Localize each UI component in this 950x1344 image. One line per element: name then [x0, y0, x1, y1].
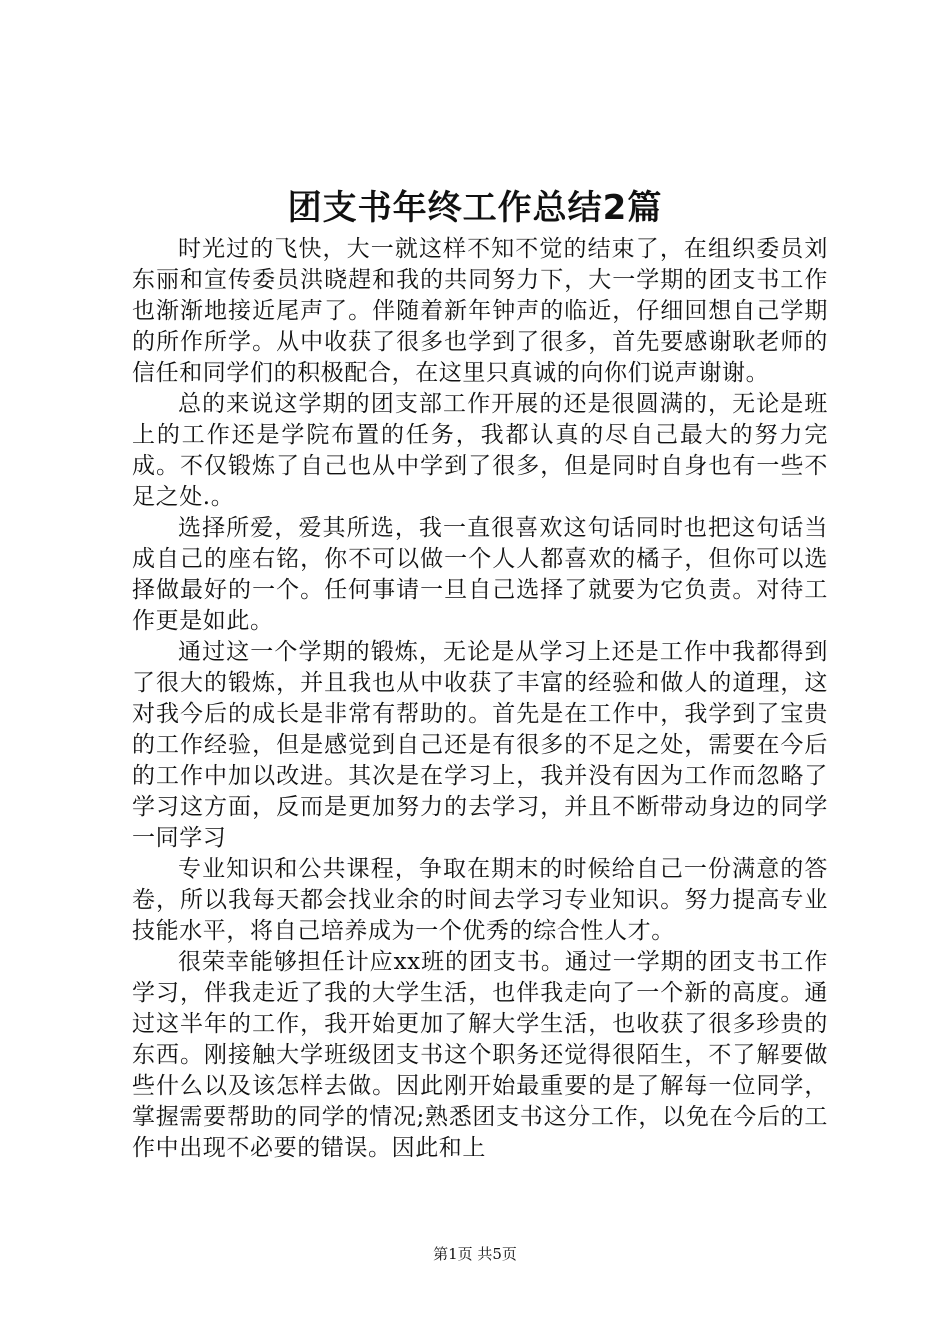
- paragraph: 很荣幸能够担任计应xx班的团支书。通过一学期的团支书工作学习，伴我走近了我的大学生活，也伴我走向了一个新的高度。通过这半年的工作，我开始更加了解大学生活，也收获了很多珍贵的东西。刚接触大学班级团支书这个职务还觉得很陌生，不了解要做些什么以及该怎样去做。因此刚开始最重要的是了解每一位同学，掌握需要帮助的同学的情况;熟悉团支书这分工作，以免在今后的工作中出现不必要的错误。因此和上: [132, 949, 828, 1161]
- paragraph: 总的来说这学期的团支部工作开展的还是很圆满的，无论是班上的工作还是学院布置的任务，我都认真的尽自己最大的努力完成。不仅锻炼了自己也从中学到了很多，但是同时自身也有一些不足之处.。: [132, 391, 828, 510]
- document-title: 团支书年终工作总结2篇: [287, 188, 663, 228]
- paragraph: 选择所爱，爱其所选，我一直很喜欢这句话同时也把这句话当成自己的座右铭，你不可以做一个人人都喜欢的橘子，但你可以选择做最好的一个。任何事请一旦自己选择了就要为它负责。对待工作更是如此。: [132, 515, 828, 634]
- document-body: [132, 234, 828, 1164]
- paragraph: 通过这一个学期的锻炼，无论是从学习上还是工作中我都得到了很大的锻炼，并且我也从中收获了丰富的经验和做人的道理，这对我今后的成长是非常有帮助的。首先是在工作中，我学到了宝贵的工作经验，但是感觉到自己还是有很多的不足之处，需要在今后的工作中加以改进。其次是在学习上，我并没有因为工作而忽略了学习这方面，反而是更加努力的去学习，并且不断带动身边的同学一同学习: [132, 639, 828, 851]
- paragraph: 时光过的飞快，大一就这样不知不觉的结束了，在组织委员刘东丽和宣传委员洪晓趕和我的共同努力下，大一学期的团支书工作也渐渐地接近尾声了。伴随着新年钟声的临近，仔细回想自己学期的所作所学。从中收获了很多也学到了很多，首先要感谢耿老师的信任和同学们的积极配合，在这里只真诚的向你们说声谢谢。: [132, 236, 828, 386]
- paragraph: 专业知识和公共课程，争取在期末的时候给自己一份满意的答卷，所以我每天都会找业余的时间去学习专业知识。努力提高专业技能水平，将自己培养成为一个优秀的综合性人才。: [132, 856, 828, 944]
- page-footer: 第1页 共5页: [433, 1245, 517, 1263]
